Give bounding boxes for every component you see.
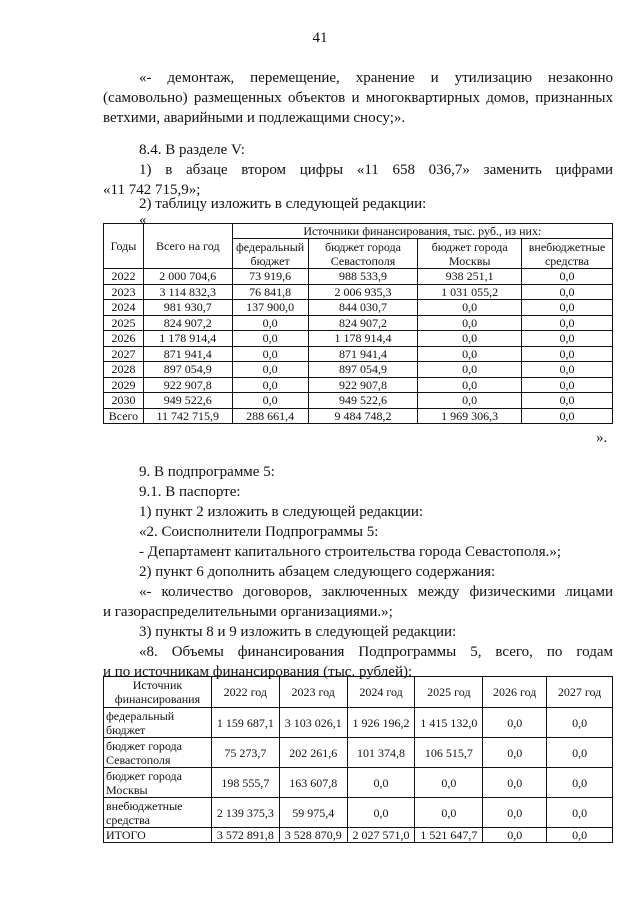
header-2023: 2023 год <box>279 677 347 708</box>
row-source-label: федеральный бюджет <box>104 708 212 738</box>
table-cell: 0,0 <box>522 377 613 393</box>
section-9-1-heading: 9.1. В паспорте: <box>139 484 241 500</box>
table-cell: 0,0 <box>522 362 613 378</box>
open-quote: « <box>139 212 147 228</box>
table-cell: 11 742 715,9 <box>143 408 232 424</box>
sub-item-volumes-line2: и по источникам финансирования (тыс. рублей): <box>103 664 413 680</box>
table-cell: 824 907,2 <box>143 315 232 331</box>
sub-item-contracts-line1: «- количество договоров, заключенных между физическими лицами <box>139 584 613 600</box>
table-cell: 938 251,1 <box>418 269 522 285</box>
sub-item-volumes-line1: «8. Объемы финансирования Подпрограммы 5, всего, по годам <box>139 644 613 660</box>
table-cell: 0,0 <box>232 315 308 331</box>
row-source-label: бюджет города Москвы <box>104 768 212 798</box>
table-cell: 0,0 <box>547 738 613 768</box>
table-cell: 2 000 704,6 <box>143 269 232 285</box>
row-year: 2022 <box>104 269 144 285</box>
table-cell: 202 261,6 <box>279 738 347 768</box>
close-quote: ». <box>596 430 608 446</box>
table-row <box>104 768 613 798</box>
table-cell: 0,0 <box>418 331 522 347</box>
financing-by-year-table <box>103 223 613 424</box>
sub-item-1: 1) пункт 2 изложить в следующей редакции: <box>139 504 424 520</box>
table-cell: 3 528 870,9 <box>279 828 347 843</box>
table-cell: 0,0 <box>547 798 613 828</box>
table-cell: 1 031 055,2 <box>418 284 522 300</box>
table-cell: 0,0 <box>415 768 483 798</box>
table-cell: 949 522,6 <box>308 393 418 409</box>
header-total-per-year: Всего на год <box>143 224 232 269</box>
table-cell: 9 484 748,2 <box>308 408 418 424</box>
table-cell: 106 515,7 <box>415 738 483 768</box>
table-cell: 824 907,2 <box>308 315 418 331</box>
row-year: 2028 <box>104 362 144 378</box>
table-cell: 0,0 <box>522 284 613 300</box>
table-cell: 0,0 <box>522 393 613 409</box>
financing-by-year-body <box>104 269 613 424</box>
table-cell: 0,0 <box>418 393 522 409</box>
header-sources: Источники финансирования, тыс. руб., из них: <box>232 224 612 239</box>
item-2-text: 2) таблицу изложить в следующей редакции: <box>139 196 427 212</box>
table-cell: 897 054,9 <box>143 362 232 378</box>
table-cell: 1 926 196,2 <box>347 708 415 738</box>
table-cell: 0,0 <box>415 798 483 828</box>
header-2026: 2026 год <box>483 677 547 708</box>
header-sevastopol-budget: бюджет города Севастополя <box>308 239 418 269</box>
table-row <box>104 269 613 285</box>
table-cell: 871 941,4 <box>308 346 418 362</box>
table-cell: 75 273,7 <box>211 738 279 768</box>
table-cell: 897 054,9 <box>308 362 418 378</box>
table-cell: 0,0 <box>418 315 522 331</box>
table-cell: 3 114 832,3 <box>143 284 232 300</box>
row-year: 2027 <box>104 346 144 362</box>
header-moscow-budget: бюджет города Москвы <box>418 239 522 269</box>
row-source-label: бюджет города Севастополя <box>104 738 212 768</box>
row-year: 2030 <box>104 393 144 409</box>
paragraph-demolition-line2: (самовольно) размещенных объектов и многоквартирных домов, признанных <box>103 90 613 106</box>
table-cell: 0,0 <box>547 708 613 738</box>
item-1-line2: «11 742 715,9»; <box>103 182 201 198</box>
row-year: Всего <box>104 408 144 424</box>
sub-item-3: 3) пункты 8 и 9 изложить в следующей редакции: <box>139 624 457 640</box>
table-cell: 2 006 935,3 <box>308 284 418 300</box>
table-cell: 0,0 <box>483 798 547 828</box>
table-row <box>104 393 613 409</box>
table-cell: 0,0 <box>232 346 308 362</box>
table-cell: 0,0 <box>232 377 308 393</box>
table-cell: 0,0 <box>522 408 613 424</box>
table-cell: 0,0 <box>483 738 547 768</box>
table-cell: 988 533,9 <box>308 269 418 285</box>
header-extrabudgetary: внебюджетные средства <box>522 239 613 269</box>
row-year: 2026 <box>104 331 144 347</box>
table-cell: 0,0 <box>418 362 522 378</box>
table-cell: 1 178 914,4 <box>308 331 418 347</box>
table-row <box>104 300 613 316</box>
table-cell: 1 969 306,3 <box>418 408 522 424</box>
table-row <box>104 315 613 331</box>
table-cell: 1 521 647,7 <box>415 828 483 843</box>
table-cell: 0,0 <box>483 828 547 843</box>
table-cell: 2 027 571,0 <box>347 828 415 843</box>
table-cell: 3 572 891,8 <box>211 828 279 843</box>
table-cell: 198 555,7 <box>211 768 279 798</box>
table-row <box>104 362 613 378</box>
table-row <box>104 331 613 347</box>
header-2025: 2025 год <box>415 677 483 708</box>
row-year: 2023 <box>104 284 144 300</box>
sub-item-2: 2) пункт 6 дополнить абзацем следующего содержания: <box>139 564 496 580</box>
table-cell: 871 941,4 <box>143 346 232 362</box>
table-cell: 981 930,7 <box>143 300 232 316</box>
table-cell: 0,0 <box>522 331 613 347</box>
sub-item-co-executors: «2. Соисполнители Подпрограммы 5: <box>139 524 379 540</box>
subprogram-5-financing-table <box>103 676 613 843</box>
header-federal-budget: федеральный бюджет <box>232 239 308 269</box>
table-cell: 0,0 <box>418 300 522 316</box>
row-source-label: ИТОГО <box>104 828 212 843</box>
header-2022: 2022 год <box>211 677 279 708</box>
table-cell: 0,0 <box>522 346 613 362</box>
row-year: 2025 <box>104 315 144 331</box>
table-cell: 0,0 <box>522 269 613 285</box>
table-cell: 0,0 <box>232 393 308 409</box>
table-cell: 0,0 <box>347 768 415 798</box>
header-years: Годы <box>104 224 144 269</box>
table-cell: 288 661,4 <box>232 408 308 424</box>
table-cell: 0,0 <box>483 708 547 738</box>
table-cell: 76 841,8 <box>232 284 308 300</box>
section-9-heading: 9. В подпрограмме 5: <box>139 464 275 480</box>
table-cell: 0,0 <box>547 828 613 843</box>
table-cell: 0,0 <box>522 315 613 331</box>
table-row <box>104 377 613 393</box>
table-cell: 163 607,8 <box>279 768 347 798</box>
table-cell: 0,0 <box>418 346 522 362</box>
table-row <box>104 346 613 362</box>
table-cell: 1 178 914,4 <box>143 331 232 347</box>
table-row <box>104 284 613 300</box>
table-row <box>104 828 613 843</box>
table-cell: 1 159 687,1 <box>211 708 279 738</box>
header-2024: 2024 год <box>347 677 415 708</box>
item-1-line1: 1) в абзаце втором цифры «11 658 036,7» заменить цифрами <box>139 162 613 178</box>
row-year: 2029 <box>104 377 144 393</box>
row-source-label: внебюджетные средства <box>104 798 212 828</box>
table-cell: 3 103 026,1 <box>279 708 347 738</box>
table-row <box>104 708 613 738</box>
sub-item-contracts-line2: и газораспределительными организациями.»; <box>103 604 393 620</box>
table-cell: 922 907,8 <box>308 377 418 393</box>
table-cell: 137 900,0 <box>232 300 308 316</box>
page-number: 41 <box>312 30 328 46</box>
table-cell: 0,0 <box>547 768 613 798</box>
section-8-4-heading: 8.4. В разделе V: <box>139 142 245 158</box>
table-cell: 59 975,4 <box>279 798 347 828</box>
row-year: 2024 <box>104 300 144 316</box>
table-cell: 0,0 <box>418 377 522 393</box>
table-cell: 101 374,8 <box>347 738 415 768</box>
sub-item-department: - Департамент капитального строительства города Севастополя.»; <box>139 544 562 560</box>
table-cell: 0,0 <box>347 798 415 828</box>
table-cell: 73 919,6 <box>232 269 308 285</box>
paragraph-demolition-line3: ветхими, аварийными и подлежащими сносу;». <box>103 110 406 126</box>
table-row <box>104 408 613 424</box>
table-cell: 0,0 <box>232 331 308 347</box>
table-cell: 922 907,8 <box>143 377 232 393</box>
header-2027: 2027 год <box>547 677 613 708</box>
table-cell: 0,0 <box>483 768 547 798</box>
table-cell: 2 139 375,3 <box>211 798 279 828</box>
paragraph-demolition-line1: «- демонтаж, перемещение, хранение и утилизацию незаконно <box>139 70 613 86</box>
table-cell: 949 522,6 <box>143 393 232 409</box>
table-cell: 1 415 132,0 <box>415 708 483 738</box>
table-cell: 0,0 <box>232 362 308 378</box>
header-source: Источник финансирования <box>104 677 212 708</box>
subprogram-5-financing-body <box>104 708 613 843</box>
table-row <box>104 738 613 768</box>
table-cell: 0,0 <box>522 300 613 316</box>
table-row <box>104 798 613 828</box>
table-cell: 844 030,7 <box>308 300 418 316</box>
